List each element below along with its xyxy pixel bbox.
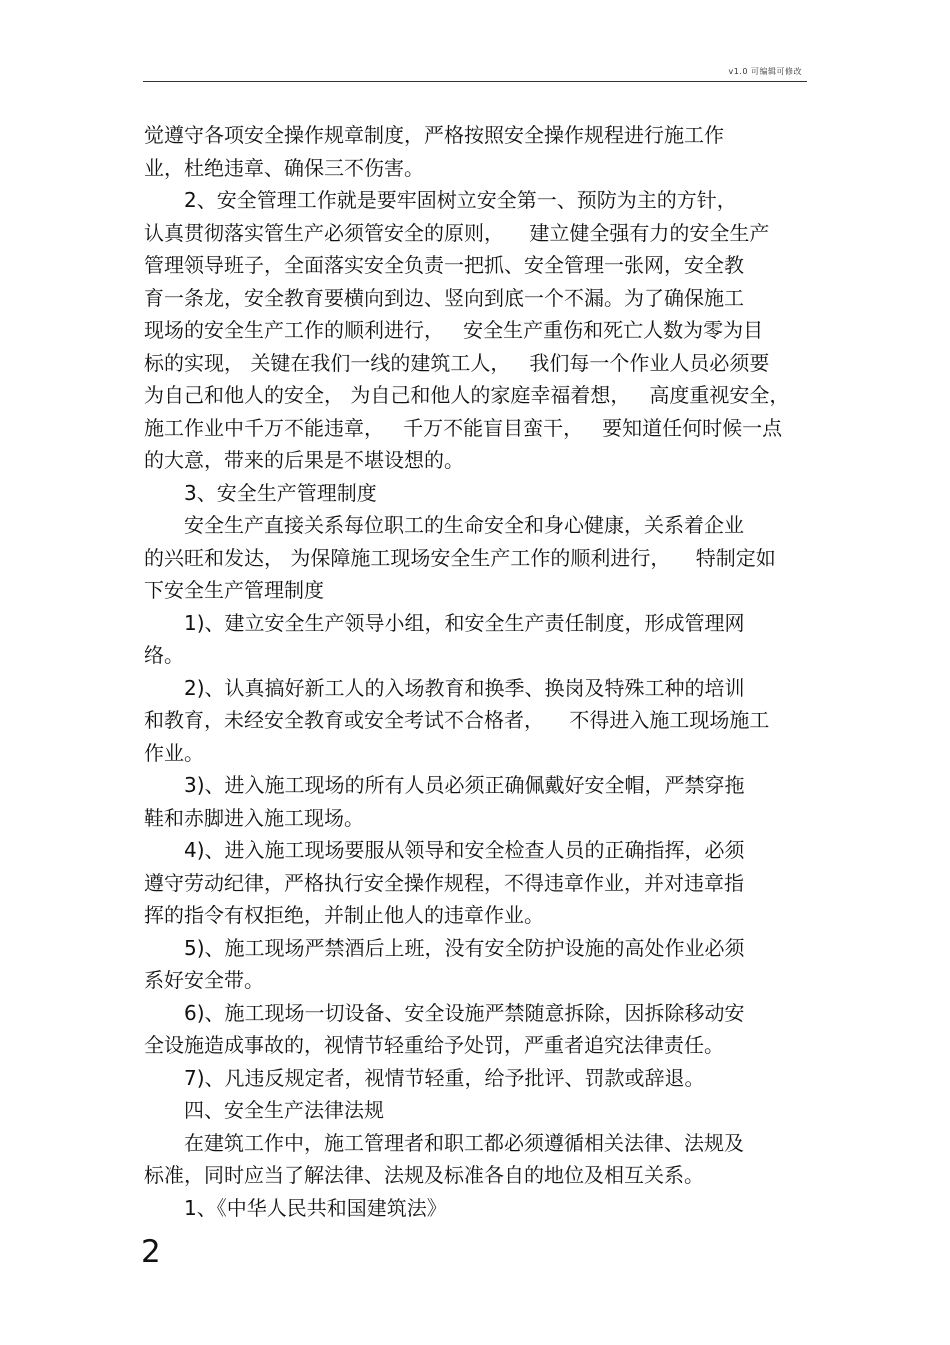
text-line: 为自己和他人的安全， 为自己和他人的家庭幸福着想， 高度重视安全， xyxy=(144,383,790,407)
text-line: 5)、施工现场严禁酒后上班，没有安全防护设施的高处作业必须 xyxy=(184,935,745,960)
text-line: 育一条龙，安全教育要横向到边、竖向到底一个不漏。为了确保施工 xyxy=(144,285,744,310)
body-text xyxy=(144,119,808,1224)
text-line: 施工作业中千万不能违章， 千万不能盲目蛮干， 要知道任何时候一点 xyxy=(144,415,783,440)
text-line: 4)、进入施工现场要服从领导和安全检查人员的正确指挥，必须 xyxy=(184,838,745,862)
text-line: 业，杜绝违章、确保三不伤害。 xyxy=(144,155,424,180)
text-line: 2、安全管理工作就是要牢固树立安全第一、预防为主的方针， xyxy=(184,188,737,212)
page-number: 2 xyxy=(141,1234,161,1270)
text-line: 的兴旺和发达， 为保障施工现场安全生产工作的顺利进行， 特制定如 xyxy=(144,545,776,570)
text-line: 7)、凡违反规定者，视情节轻重，给予批评、罚款或辞退。 xyxy=(184,1065,705,1090)
text-line: 觉遵守各项安全操作规章制度，严格按照安全操作规程进行施工作 xyxy=(144,123,724,147)
header-divider xyxy=(143,81,807,82)
text-line: 遵守劳动纪律，严格执行安全操作规程，不得违章作业，并对违章指 xyxy=(144,870,744,895)
text-line: 管理领导班子，全面落实安全负责一把抓、安全管理一张网，安全教 xyxy=(144,253,744,277)
text-line: 1、《中华人民共和国建筑法》 xyxy=(184,1195,447,1220)
text-line: 安全生产直接关系每位职工的生命安全和身心健康，关系着企业 xyxy=(184,513,744,537)
version-tag: v1.0 可编辑可修改 xyxy=(728,67,802,76)
text-line: 下安全生产管理制度 xyxy=(144,578,324,602)
text-line: 四、安全生产法律法规 xyxy=(184,1098,384,1122)
text-line: 1)、建立安全生产领导小组，和安全生产责任制度，形成管理网 xyxy=(184,610,745,635)
text-line: 作业。 xyxy=(144,740,204,765)
text-line: 挥的指令有权拒绝，并制止他人的违章作业。 xyxy=(144,903,544,927)
text-line: 标准，同时应当了解法律、法规及标准各自的地位及相互关系。 xyxy=(144,1163,704,1187)
text-line: 3、安全生产管理制度 xyxy=(184,480,377,505)
text-line: 现场的安全生产工作的顺利进行， 安全生产重伤和死亡人数为零为目 xyxy=(144,318,764,342)
text-line: 标的实现， 关键在我们一线的建筑工人， 我们每一个作业人员必须要 xyxy=(144,350,770,375)
text-line: 6)、施工现场一切设备、安全设施严禁随意拆除，因拆除移动安 xyxy=(184,1000,745,1025)
text-line: 认真贯彻落实管生产必须管安全的原则， 建立健全强有力的安全生产 xyxy=(144,220,770,245)
text-line: 系好安全带。 xyxy=(144,968,264,992)
text-line: 3)、进入施工现场的所有人员必须正确佩戴好安全帽，严禁穿拖 xyxy=(184,773,745,797)
text-line: 在建筑工作中，施工管理者和职工都必须遵循相关法律、法规及 xyxy=(184,1130,744,1155)
text-line: 和教育，未经安全教育或安全考试不合格者， 不得进入施工现场施工 xyxy=(144,708,770,732)
text-line: 全设施造成事故的，视情节轻重给予处罚，严重者追究法律责任。 xyxy=(144,1033,724,1057)
text-line: 2)、认真搞好新工人的入场教育和换季、换岗及特殊工种的培训 xyxy=(184,675,745,700)
text-line: 络。 xyxy=(144,643,184,667)
text-line: 的大意，带来的后果是不堪设想的。 xyxy=(144,448,464,472)
text-line: 鞋和赤脚进入施工现场。 xyxy=(144,805,364,830)
